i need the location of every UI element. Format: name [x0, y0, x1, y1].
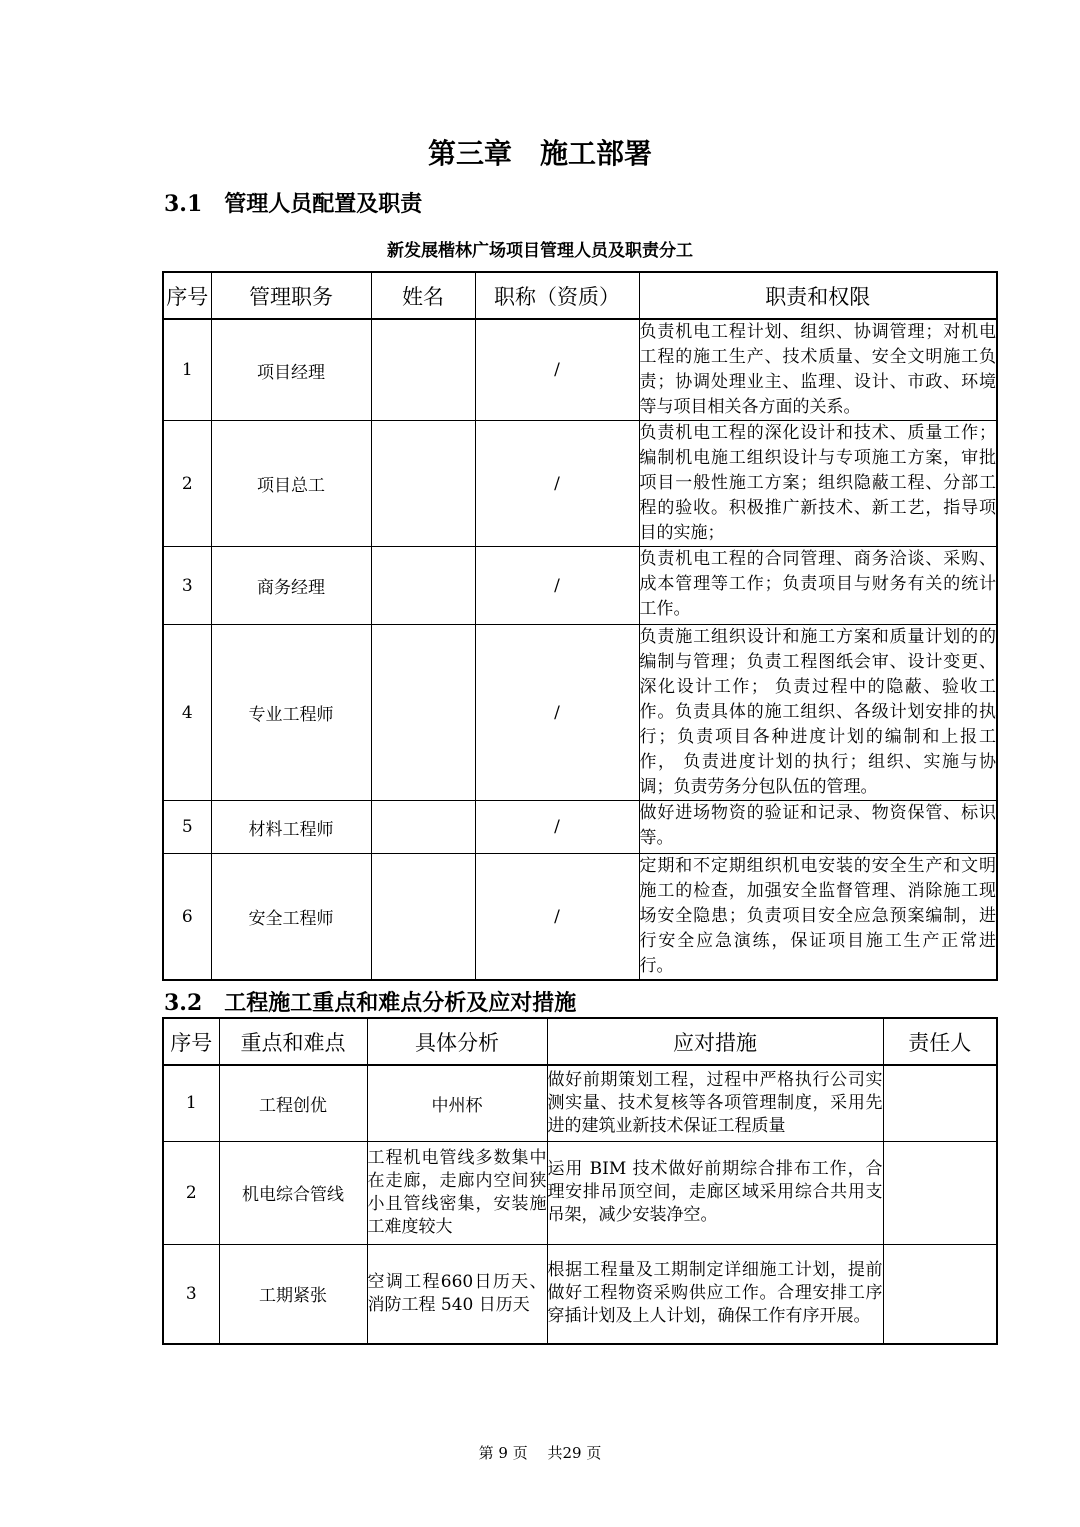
duty-cell: 负责机电工程的合同管理、商务洽谈、采购、成本管理等工作；负责项目与财务有关的统计工作。: [639, 547, 997, 625]
column-header: 应对措施: [547, 1018, 883, 1065]
name-cell: [371, 547, 475, 625]
difficulty-cell: 机电综合管线: [219, 1141, 367, 1244]
qualification-cell: /: [475, 801, 639, 854]
column-header: 序号: [163, 1018, 219, 1065]
duty-cell: 负责施工组织设计和施工方案和质量计划的的编制与管理；负责工程图纸会审、设计变更、深化设计工作； 负责过程中的隐蔽、验收工作。负责具体的施工组织、各级计划安排的执行；负责项目各种进度计划的编制和上报工作， 负责进度计划的执行；组织、实施与协调；负责劳务分包队伍的管理。: [639, 625, 997, 801]
qualification-cell: /: [475, 854, 639, 981]
table-row: [163, 625, 997, 801]
table-row: [163, 319, 997, 421]
measure-cell: 运用 BIM 技术做好前期综合排布工作，合理安排吊顶空间，走廊区域采用综合共用支吊架，减少安装净空。: [547, 1141, 883, 1244]
qualification-cell: /: [475, 319, 639, 421]
row-number: 3: [163, 1244, 219, 1344]
section-heading-3-1: 3.1 管理人员配置及职责: [164, 191, 423, 217]
column-header: 管理职务: [211, 272, 371, 319]
section-heading-3-2: 3.2 工程施工重点和难点分析及应对措施: [164, 990, 577, 1016]
difficulty-cell: 工期紧张: [219, 1244, 367, 1344]
page-footer: 第 9 页 共29 页: [478, 1444, 602, 1462]
table-row: [163, 854, 997, 981]
owner-cell: [883, 1065, 997, 1141]
owner-cell: [883, 1244, 997, 1344]
owner-cell: [883, 1141, 997, 1244]
table-row: [163, 1244, 997, 1344]
table-row: [163, 801, 997, 854]
key-difficulties-table: [162, 1017, 998, 1345]
table-row: [163, 1065, 997, 1141]
role-cell: 安全工程师: [211, 854, 371, 981]
name-cell: [371, 319, 475, 421]
duty-cell: 做好进场物资的验证和记录、物资保管、标识等。: [639, 801, 997, 854]
row-number: 4: [163, 625, 211, 801]
name-cell: [371, 421, 475, 547]
column-header: 责任人: [883, 1018, 997, 1065]
row-number: 5: [163, 801, 211, 854]
analysis-cell: 工程机电管线多数集中在走廊，走廊内空间狭小且管线密集，安装施工难度较大: [367, 1141, 547, 1244]
row-number: 2: [163, 421, 211, 547]
difficulty-cell: 工程创优: [219, 1065, 367, 1141]
role-cell: 材料工程师: [211, 801, 371, 854]
duty-cell: 负责机电工程计划、组织、协调管理；对机电工程的施工生产、技术质量、安全文明施工负责；协调处理业主、监理、设计、市政、环境等与项目相关各方面的关系。: [639, 319, 997, 421]
role-cell: 专业工程师: [211, 625, 371, 801]
duty-cell: 负责机电工程的深化设计和技术、质量工作；编制机电施工组织设计与专项施工方案，审批项目一般性施工方案；组织隐蔽工程、分部工程的验收。积极推广新技术、新工艺，指导项目的实施；: [639, 421, 997, 547]
row-number: 3: [163, 547, 211, 625]
role-cell: 商务经理: [211, 547, 371, 625]
name-cell: [371, 801, 475, 854]
analysis-cell: 中州杯: [367, 1065, 547, 1141]
table-row: [163, 421, 997, 547]
duty-cell: 定期和不定期组织机电安装的安全生产和文明施工的检查，加强安全监督管理、消除施工现场安全隐患；负责项目安全应急预案编制，进行安全应急演练，保证项目施工生产正常进行。: [639, 854, 997, 981]
row-number: 1: [163, 1065, 219, 1141]
row-number: 2: [163, 1141, 219, 1244]
name-cell: [371, 854, 475, 981]
column-header: 序号: [163, 272, 211, 319]
qualification-cell: /: [475, 421, 639, 547]
row-number: 1: [163, 319, 211, 421]
role-cell: 项目经理: [211, 319, 371, 421]
column-header: 姓名: [371, 272, 475, 319]
table-row: [163, 547, 997, 625]
staff-duties-table: [162, 271, 998, 981]
qualification-cell: /: [475, 625, 639, 801]
name-cell: [371, 625, 475, 801]
column-header: 重点和难点: [219, 1018, 367, 1065]
role-cell: 项目总工: [211, 421, 371, 547]
table-header-row: [163, 272, 997, 319]
row-number: 6: [163, 854, 211, 981]
table-caption: 新发展楷林广场项目管理人员及职责分工: [387, 241, 693, 261]
qualification-cell: /: [475, 547, 639, 625]
column-header: 职称（资质）: [475, 272, 639, 319]
measure-cell: 做好前期策划工程，过程中严格执行公司实测实量、技术复核等各项管理制度，采用先进的建筑业新技术保证工程质量: [547, 1065, 883, 1141]
column-header: 具体分析: [367, 1018, 547, 1065]
table-row: [163, 1141, 997, 1244]
table-header-row: [163, 1018, 997, 1065]
analysis-cell: 空调工程660日历天、消防工程 540 日历天: [367, 1244, 547, 1344]
measure-cell: 根据工程量及工期制定详细施工计划，提前做好工程物资采购供应工作。合理安排工序穿插计划及上人计划，确保工作有序开展。: [547, 1244, 883, 1344]
column-header: 职责和权限: [639, 272, 997, 319]
chapter-title: 第三章 施工部署: [427, 137, 652, 170]
